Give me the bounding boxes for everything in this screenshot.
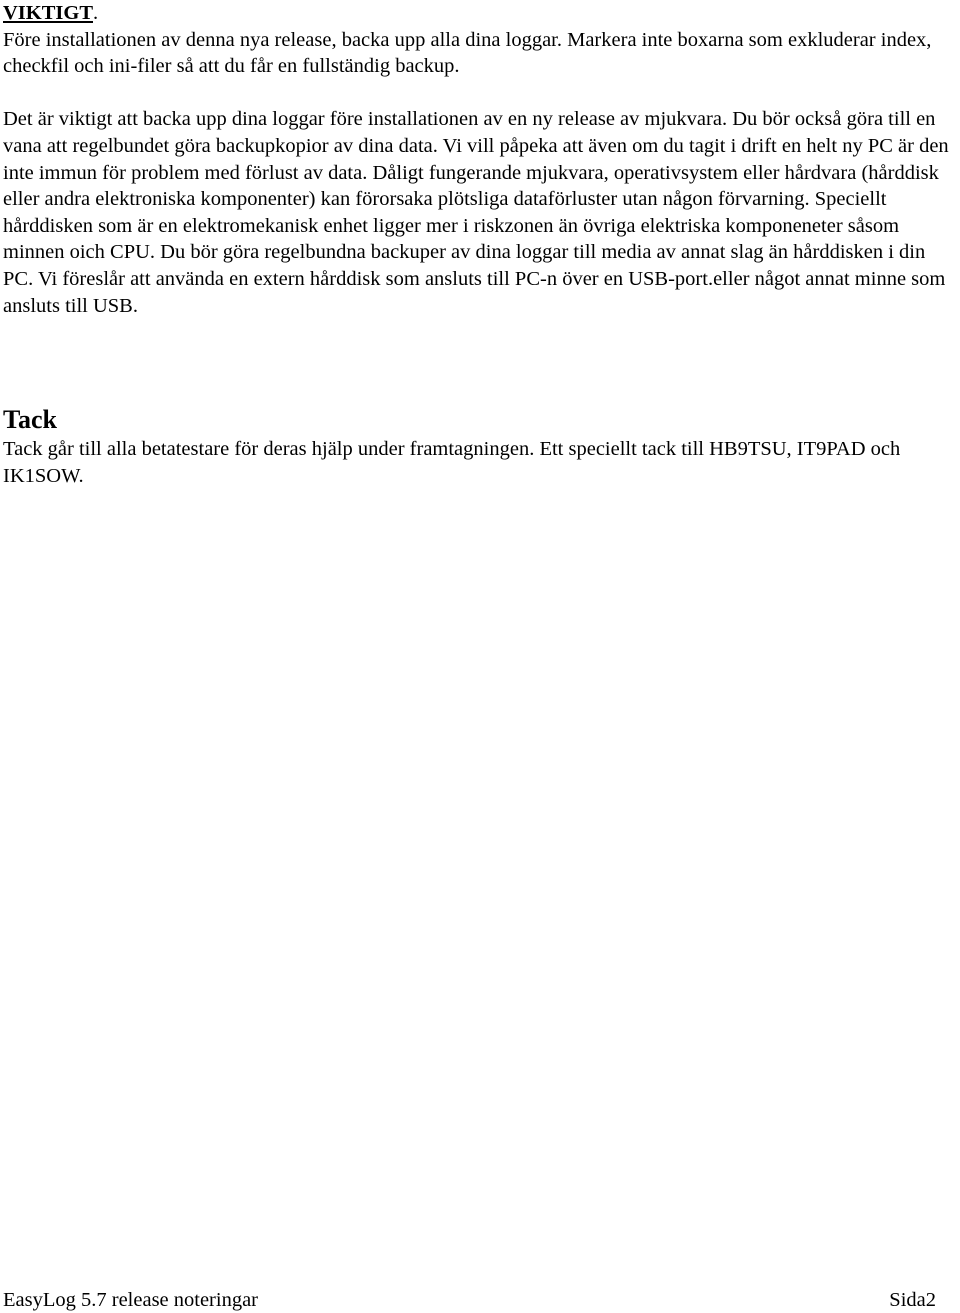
important-heading-suffix: . [93,2,99,24]
important-heading: VIKTIGT [3,2,93,24]
footer-document-title: EasyLog 5.7 release noteringar [3,1289,259,1311]
page-footer [3,1287,936,1313]
important-heading-line [3,0,958,27]
footer-page-number: Sida2 [889,1289,936,1311]
thanks-paragraph: Tack går till alla betatestare för deras hjälp under framtagningen. Ett speciellt tack till HB9TSU, IT9PAD och IK1SOW. [3,438,901,487]
document-body [3,0,958,319]
important-paragraph-1: Före installationen av denna nya release, backa upp alla dina loggar. Markera inte boxarna som exkluderar index, checkfil och ini-filer så att du får en fullständig backup. [3,28,932,78]
important-paragraph-2: Det är viktigt att backa upp dina loggar före installationen av en ny release av mjukvara. Du bör också göra till en vana att regelbundet göra backupkopior av dina data. Vi vill påpeka att även om du tagit i drift en helt ny PC är den inte immun för problem med förlust av data. Dåligt fungerande mjukvara, operativsystem eller hårdvara (hårddisk eller andra elektroniska komponenter) kan förorsaka plötsliga dataförluster utan någon förvarning. Speciellt hårddisken som är en elektromekanisk enhet ligger mer i riskzonen än övriga elektriska komponeneter såsom minnen oich CPU. Du bör göra regelbundna backuper av dina loggar till media av annat slag än hårddisken i din PC. Vi föreslår att använda en extern hårddisk som ansluts till PC-n över en USB-port.eller något annat minne som ansluts till USB. [3,108,949,317]
thanks-heading: Tack [3,405,57,434]
